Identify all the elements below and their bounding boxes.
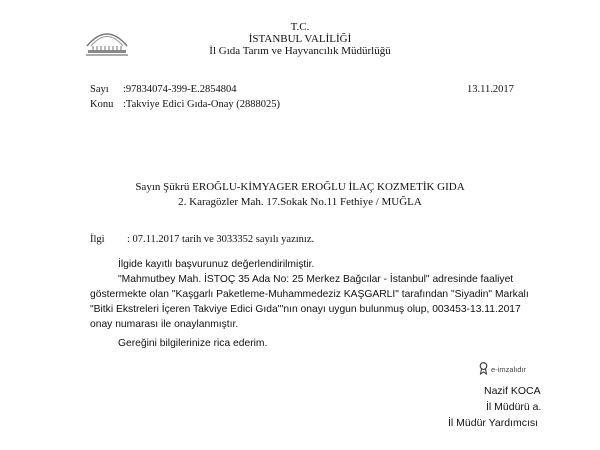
header-tc: T.C. <box>290 21 310 33</box>
signer-title-2: İl Müdür Yardımcısı <box>448 417 539 429</box>
konu-label: Konu <box>90 99 114 110</box>
recipient-name: Sayın Şükrü EROĞLU-KİMYAGER EROĞLU İLAÇ KOZMETİK GIDA <box>135 181 465 193</box>
konu-value: :Takviye Edici Gıda-Onay (2888025) <box>123 99 281 110</box>
sayi-label: Sayı <box>90 84 109 95</box>
ilgi-value: : 07.11.2017 tarih ve 3033352 sayılı yazınız. <box>127 234 315 245</box>
document-date: 13.11.2017 <box>467 84 514 95</box>
signer-name: Nazif KOCA <box>484 385 541 397</box>
header-governorship: İSTANBUL VALİLİĞİ <box>248 33 352 45</box>
ilgi-label: İlgi <box>90 234 105 245</box>
body-line-4: onay numarası ile onaylanmıştır. <box>90 319 239 330</box>
body-line-3: "Bitki Ekstreleri İçeren Takviye Edici Gıda"'nın onayı uygun bulunmuş olup, 003453-13.11.2017 <box>90 304 521 315</box>
esign-seal-icon <box>479 362 488 375</box>
esign-label: e-imzalıdır <box>491 365 527 374</box>
signer-title-1: İl Müdürü a. <box>486 401 542 413</box>
recipient-address: 2. Karagözler Mah. 17.Sokak No.11 Fethiye / MUĞLA <box>178 196 422 208</box>
body-paragraph-3: Gereğini bilgilerinize rica ederim. <box>118 338 268 349</box>
body-paragraph-1: İlgide kayıtlı başvurunuz değerlendirilmiştir. <box>118 259 315 270</box>
body-line-1: "Mahmutbey Mah. İSTOÇ 35 Ada No: 25 Merkez Bağcılar - İstanbul" adresinde faaliyet <box>118 274 514 285</box>
header-directorate: İl Gıda Tarım ve Hayvancılık Müdürlüğü <box>209 45 391 57</box>
body-line-2: göstermekte olan "Kaşgarlı Paketleme-Muhammedeziz KAŞGARLI" tarafından "Siyadin" Markalı <box>90 289 529 300</box>
sayi-value: :97834074-399-E.2854804 <box>123 84 237 95</box>
